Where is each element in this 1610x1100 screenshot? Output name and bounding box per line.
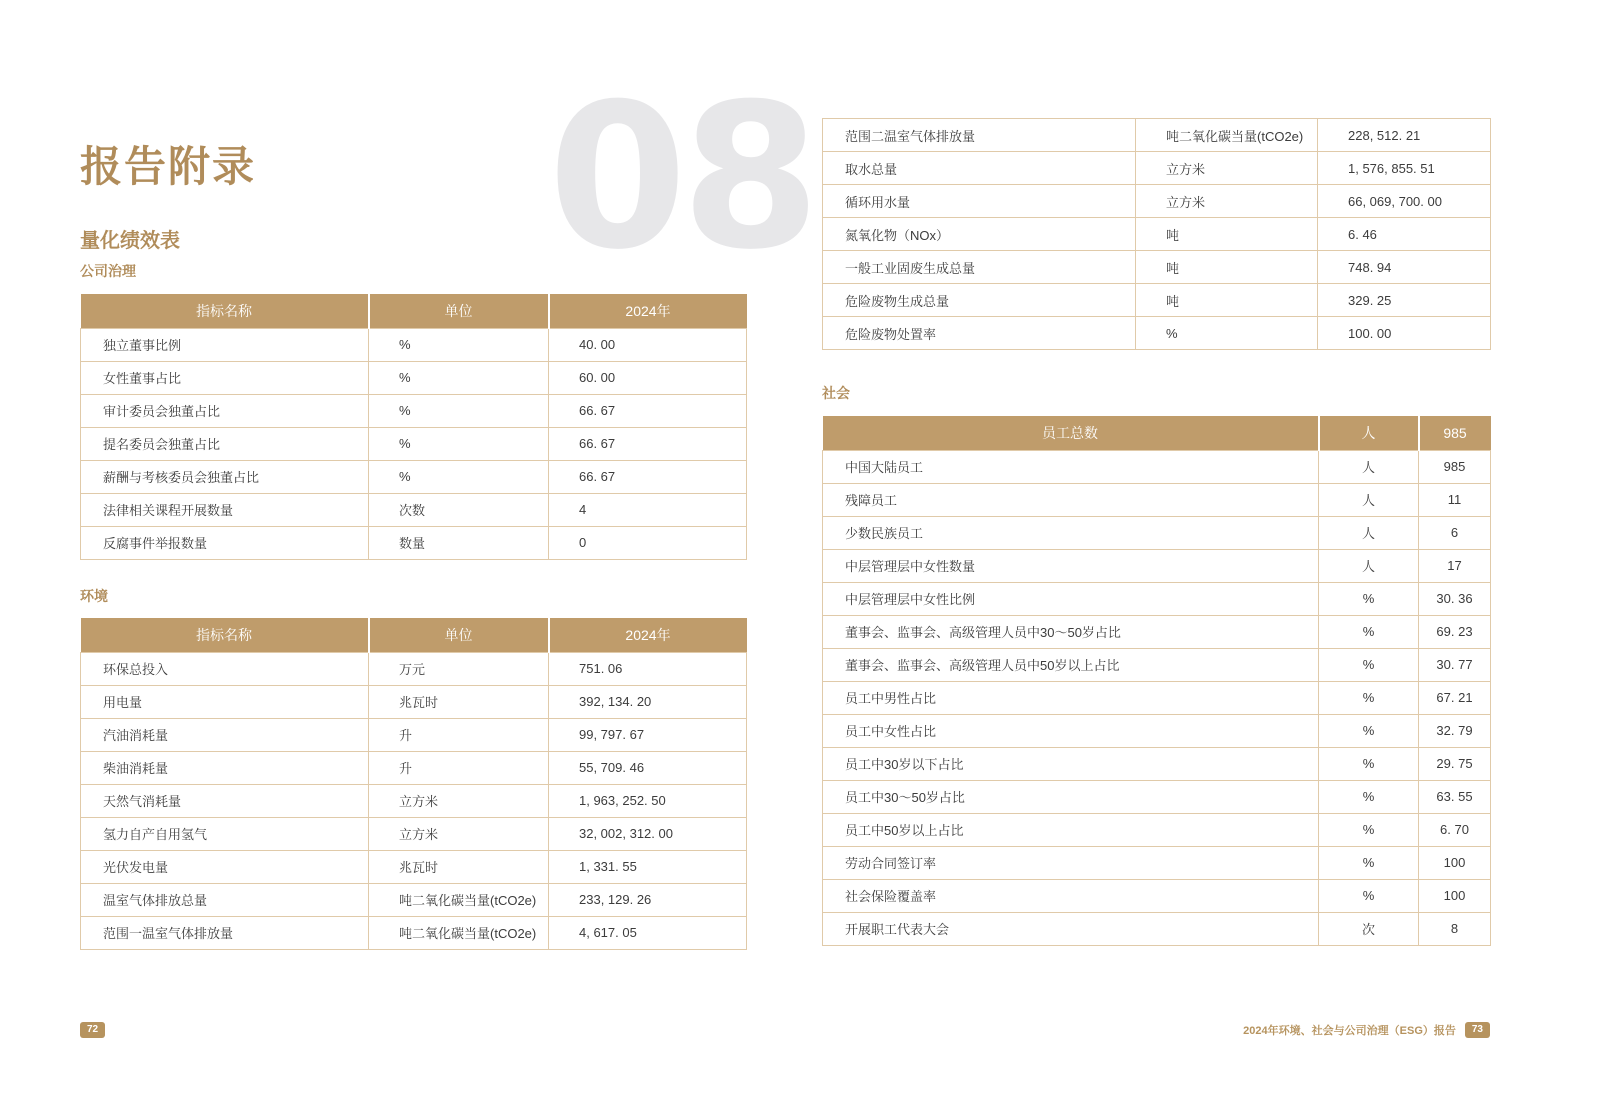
table-row xyxy=(823,846,1491,879)
column-header-total-value: 985 xyxy=(1419,416,1491,450)
unit-cell: % xyxy=(1319,714,1419,747)
value-cell: 67. 21 xyxy=(1419,681,1491,714)
value-cell: 32, 002, 312. 00 xyxy=(549,817,747,850)
society-table xyxy=(822,416,1491,946)
value-cell: 99, 797. 67 xyxy=(549,718,747,751)
value-cell: 6. 70 xyxy=(1419,813,1491,846)
table-row xyxy=(81,361,747,394)
value-cell: 17 xyxy=(1419,549,1491,582)
unit-cell: % xyxy=(1319,846,1419,879)
unit-cell: 人 xyxy=(1319,483,1419,516)
indicator-name-cell: 员工中30～50岁占比 xyxy=(823,780,1319,813)
table-row xyxy=(823,648,1491,681)
indicator-name-cell: 员工中男性占比 xyxy=(823,681,1319,714)
value-cell: 1, 963, 252. 50 xyxy=(549,784,747,817)
table-row xyxy=(823,185,1491,218)
table-row xyxy=(81,718,747,751)
unit-cell: % xyxy=(1319,648,1419,681)
value-cell: 40. 00 xyxy=(549,328,747,361)
value-cell: 32. 79 xyxy=(1419,714,1491,747)
column-header-year: 2024年 xyxy=(549,294,747,328)
chapter-number: 08 xyxy=(548,61,815,294)
unit-cell: % xyxy=(1319,747,1419,780)
table-row xyxy=(81,784,747,817)
indicator-name-cell: 少数民族员工 xyxy=(823,516,1319,549)
value-cell: 30. 77 xyxy=(1419,648,1491,681)
value-cell: 1, 576, 855. 51 xyxy=(1318,152,1491,185)
table-row xyxy=(823,218,1491,251)
unit-cell: 立方米 xyxy=(1136,185,1318,218)
indicator-name-cell: 社会保险覆盖率 xyxy=(823,879,1319,912)
table-row xyxy=(823,284,1491,317)
unit-cell: % xyxy=(1136,317,1318,350)
column-header-unit: 人 xyxy=(1319,416,1419,450)
value-cell: 100. 00 xyxy=(1318,317,1491,350)
value-cell: 392, 134. 20 xyxy=(549,685,747,718)
subtitle-quantified-performance: 量化绩效表 xyxy=(80,230,180,252)
indicator-name-cell: 取水总量 xyxy=(823,152,1136,185)
table-row xyxy=(81,685,747,718)
table-row xyxy=(823,251,1491,284)
table-row xyxy=(81,493,747,526)
column-header-year: 2024年 xyxy=(549,618,747,652)
indicator-name-cell: 循环用水量 xyxy=(823,185,1136,218)
environment-table-header xyxy=(81,618,747,652)
column-header-unit: 单位 xyxy=(369,294,549,328)
table-row xyxy=(81,850,747,883)
unit-cell: 吨二氧化碳当量(tCO2e) xyxy=(369,916,549,949)
indicator-name-cell: 范围二温室气体排放量 xyxy=(823,119,1136,152)
value-cell: 100 xyxy=(1419,879,1491,912)
unit-cell: % xyxy=(1319,615,1419,648)
indicator-name-cell: 法律相关课程开展数量 xyxy=(81,493,369,526)
indicator-name-cell: 提名委员会独董占比 xyxy=(81,427,369,460)
unit-cell: 次 xyxy=(1319,912,1419,945)
value-cell: 6. 46 xyxy=(1318,218,1491,251)
table-row xyxy=(823,450,1491,483)
indicator-name-cell: 董事会、监事会、高级管理人员中30～50岁占比 xyxy=(823,615,1319,648)
unit-cell: 升 xyxy=(369,751,549,784)
indicator-name-cell: 天然气消耗量 xyxy=(81,784,369,817)
value-cell: 11 xyxy=(1419,483,1491,516)
unit-cell: % xyxy=(1319,879,1419,912)
unit-cell: % xyxy=(369,361,549,394)
table-row xyxy=(823,780,1491,813)
value-cell: 4, 617. 05 xyxy=(549,916,747,949)
value-cell: 69. 23 xyxy=(1419,615,1491,648)
section-label-environment: 环境 xyxy=(80,588,108,604)
table-row xyxy=(81,427,747,460)
value-cell: 55, 709. 46 xyxy=(549,751,747,784)
column-header-indicator: 指标名称 xyxy=(81,618,369,652)
value-cell: 751. 06 xyxy=(549,652,747,685)
indicator-name-cell: 女性董事占比 xyxy=(81,361,369,394)
table-row xyxy=(81,394,747,427)
column-header-unit: 单位 xyxy=(369,618,549,652)
indicator-name-cell: 劳动合同签订率 xyxy=(823,846,1319,879)
indicator-name-cell: 中层管理层中女性比例 xyxy=(823,582,1319,615)
environment-table xyxy=(80,618,747,950)
unit-cell: % xyxy=(369,427,549,460)
table-row xyxy=(81,526,747,559)
indicator-name-cell: 员工中50岁以上占比 xyxy=(823,813,1319,846)
unit-cell: 吨 xyxy=(1136,218,1318,251)
indicator-name-cell: 氢力自产自用氢气 xyxy=(81,817,369,850)
value-cell: 4 xyxy=(549,493,747,526)
value-cell: 66, 069, 700. 00 xyxy=(1318,185,1491,218)
indicator-name-cell: 氮氧化物（NOx） xyxy=(823,218,1136,251)
value-cell: 66. 67 xyxy=(549,394,747,427)
indicator-name-cell: 柴油消耗量 xyxy=(81,751,369,784)
environment-continued-table xyxy=(822,118,1491,350)
governance-table-header xyxy=(81,294,747,328)
table-row xyxy=(823,516,1491,549)
indicator-name-cell: 审计委员会独董占比 xyxy=(81,394,369,427)
indicator-name-cell: 反腐事件举报数量 xyxy=(81,526,369,559)
unit-cell: 吨二氧化碳当量(tCO2e) xyxy=(369,883,549,916)
unit-cell: % xyxy=(1319,813,1419,846)
table-row xyxy=(823,813,1491,846)
value-cell: 748. 94 xyxy=(1318,251,1491,284)
value-cell: 228, 512. 21 xyxy=(1318,119,1491,152)
value-cell: 6 xyxy=(1419,516,1491,549)
footer-report-title: 2024年环境、社会与公司治理（ESG）报告 xyxy=(1243,1025,1456,1037)
table-row xyxy=(81,916,747,949)
indicator-name-cell: 薪酬与考核委员会独董占比 xyxy=(81,460,369,493)
value-cell: 329. 25 xyxy=(1318,284,1491,317)
column-header-indicator: 指标名称 xyxy=(81,294,369,328)
unit-cell: 人 xyxy=(1319,516,1419,549)
society-table-header xyxy=(823,416,1491,450)
table-row xyxy=(823,152,1491,185)
unit-cell: 兆瓦时 xyxy=(369,685,549,718)
indicator-name-cell: 光伏发电量 xyxy=(81,850,369,883)
table-row xyxy=(823,681,1491,714)
value-cell: 60. 00 xyxy=(549,361,747,394)
unit-cell: 次数 xyxy=(369,493,549,526)
value-cell: 100 xyxy=(1419,846,1491,879)
indicator-name-cell: 中层管理层中女性数量 xyxy=(823,549,1319,582)
indicator-name-cell: 中国大陆员工 xyxy=(823,450,1319,483)
unit-cell: % xyxy=(369,394,549,427)
table-row xyxy=(81,652,747,685)
unit-cell: 万元 xyxy=(369,652,549,685)
unit-cell: % xyxy=(1319,780,1419,813)
value-cell: 29. 75 xyxy=(1419,747,1491,780)
indicator-name-cell: 危险废物处置率 xyxy=(823,317,1136,350)
section-label-society: 社会 xyxy=(822,385,850,401)
table-row xyxy=(823,879,1491,912)
section-label-governance: 公司治理 xyxy=(80,263,136,279)
column-header-total-employees: 员工总数 xyxy=(823,416,1319,450)
indicator-name-cell: 独立董事比例 xyxy=(81,328,369,361)
value-cell: 233, 129. 26 xyxy=(549,883,747,916)
unit-cell: % xyxy=(1319,681,1419,714)
unit-cell: 立方米 xyxy=(369,784,549,817)
value-cell: 0 xyxy=(549,526,747,559)
table-row xyxy=(81,751,747,784)
indicator-name-cell: 开展职工代表大会 xyxy=(823,912,1319,945)
page-number-right: 73 xyxy=(1465,1022,1490,1038)
value-cell: 8 xyxy=(1419,912,1491,945)
indicator-name-cell: 危险废物生成总量 xyxy=(823,284,1136,317)
table-row xyxy=(823,483,1491,516)
value-cell: 985 xyxy=(1419,450,1491,483)
table-row xyxy=(81,328,747,361)
value-cell: 30. 36 xyxy=(1419,582,1491,615)
indicator-name-cell: 员工中30岁以下占比 xyxy=(823,747,1319,780)
table-row xyxy=(823,119,1491,152)
unit-cell: 兆瓦时 xyxy=(369,850,549,883)
indicator-name-cell: 残障员工 xyxy=(823,483,1319,516)
unit-cell: 数量 xyxy=(369,526,549,559)
value-cell: 1, 331. 55 xyxy=(549,850,747,883)
table-row xyxy=(823,549,1491,582)
table-row xyxy=(823,747,1491,780)
table-row xyxy=(81,817,747,850)
unit-cell: 升 xyxy=(369,718,549,751)
value-cell: 66. 67 xyxy=(549,460,747,493)
indicator-name-cell: 用电量 xyxy=(81,685,369,718)
unit-cell: 吨 xyxy=(1136,284,1318,317)
table-row xyxy=(823,582,1491,615)
unit-cell: 人 xyxy=(1319,549,1419,582)
indicator-name-cell: 董事会、监事会、高级管理人员中50岁以上占比 xyxy=(823,648,1319,681)
unit-cell: 人 xyxy=(1319,450,1419,483)
value-cell: 63. 55 xyxy=(1419,780,1491,813)
unit-cell: % xyxy=(369,460,549,493)
table-row xyxy=(823,912,1491,945)
indicator-name-cell: 员工中女性占比 xyxy=(823,714,1319,747)
table-row xyxy=(823,714,1491,747)
unit-cell: 立方米 xyxy=(369,817,549,850)
page-number-left: 72 xyxy=(80,1022,105,1038)
footer-right xyxy=(1243,1022,1490,1038)
indicator-name-cell: 汽油消耗量 xyxy=(81,718,369,751)
page-title: 报告附录 xyxy=(80,143,257,190)
unit-cell: % xyxy=(369,328,549,361)
table-row xyxy=(81,883,747,916)
value-cell: 66. 67 xyxy=(549,427,747,460)
unit-cell: 吨 xyxy=(1136,251,1318,284)
indicator-name-cell: 范围一温室气体排放量 xyxy=(81,916,369,949)
indicator-name-cell: 一般工业固废生成总量 xyxy=(823,251,1136,284)
indicator-name-cell: 温室气体排放总量 xyxy=(81,883,369,916)
indicator-name-cell: 环保总投入 xyxy=(81,652,369,685)
table-row xyxy=(823,317,1491,350)
unit-cell: 立方米 xyxy=(1136,152,1318,185)
unit-cell: 吨二氧化碳当量(tCO2e) xyxy=(1136,119,1318,152)
governance-table xyxy=(80,294,747,560)
table-row xyxy=(81,460,747,493)
table-row xyxy=(823,615,1491,648)
unit-cell: % xyxy=(1319,582,1419,615)
